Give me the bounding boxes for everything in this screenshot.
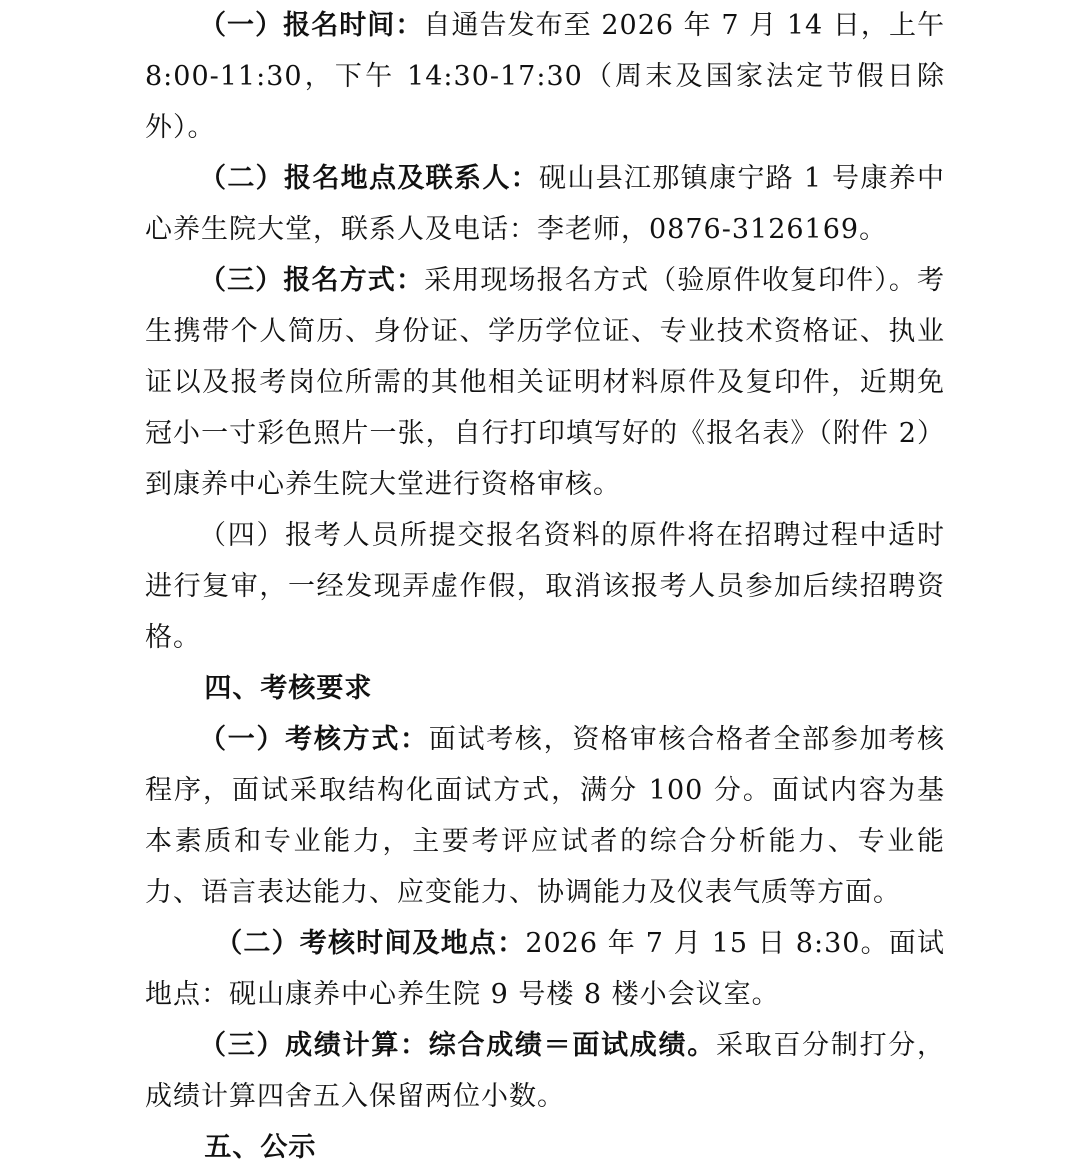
paragraph-review-note (145, 510, 945, 663)
lead-assessment-time-place: （二）考核时间及地点： (215, 928, 526, 959)
section-heading-4: 四、考核要求 (204, 673, 373, 704)
text-registration-time: 自通告发布至 2026 年 7 月 14 日，上午 8:00-11:30，下午 14:30-17:30（周末及国家法定节假日除外）。 (145, 10, 945, 143)
paragraph-registration-time (145, 0, 945, 153)
lead-assessment-method: （一）考核方式： (199, 724, 429, 755)
lead-registration-method: （三）报名方式： (199, 265, 425, 296)
text-assessment-time-place: 2026 年 7 月 15 日 8:30。面试地点：砚山康养中心养生院 9 号楼 8 楼小会议室。 (145, 928, 946, 1010)
paragraph-registration-location (145, 153, 945, 255)
lead-registration-location: （二）报名地点及联系人： (199, 163, 539, 194)
lead-score-calculation: （三）成绩计算： (199, 1030, 429, 1061)
text-score-calculation: 采取百分制打分，成绩计算四舍五入保留两位小数。 (145, 1030, 946, 1112)
text-registration-location: 砚山县江那镇康宁路 1 号康养中心养生院大堂，联系人及电话：李老师，0876-3126169。 (145, 163, 946, 245)
paragraph-assessment-time-place (145, 918, 945, 1020)
text-registration-method: 采用现场报名方式（验原件收复印件）。考生携带个人简历、身份证、学历学位证、专业技术资格证、执业证以及报考岗位所需的其他相关证明材料原件及复印件，近期免冠小一寸彩色照片一张，自行打印填写好的《报名表》（附件 2）到康养中心养生院大堂进行资格审核。 (145, 265, 946, 500)
text-review-note: （四）报考人员所提交报名资料的原件将在招聘过程中适时进行复审，一经发现弄虚作假，取消该报考人员参加后续招聘资格。 (145, 520, 945, 653)
text-assessment-method: 面试考核，资格审核合格者全部参加考核程序，面试采取结构化面试方式，满分 100 分。面试内容为基本素质和专业能力，主要考评应试者的综合分析能力、专业能力、语言表达能力、应变能力、协调能力及仪表气质等方面。 (145, 724, 946, 908)
paragraph-score-calculation (145, 1020, 945, 1122)
paragraph-assessment-method (145, 714, 945, 918)
bold-score-formula: 综合成绩＝面试成绩。 (428, 1030, 716, 1061)
paragraph-registration-method (145, 255, 945, 510)
section-heading-5: 五、公示 (204, 1132, 317, 1163)
lead-registration-time: （一）报名时间： (199, 10, 424, 41)
document-page (145, 0, 945, 1173)
